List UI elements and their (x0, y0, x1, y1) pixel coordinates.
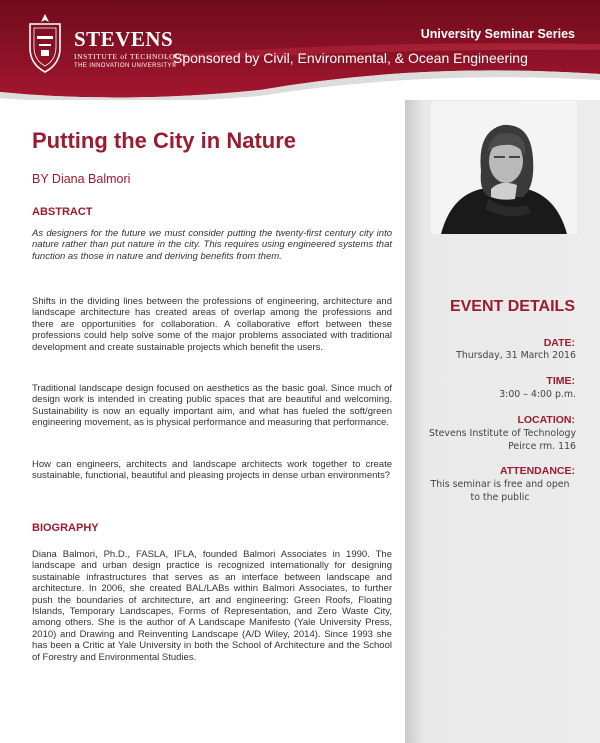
sponsor-line: Sponsored by Civil, Environmental, & Ocean Engineering (173, 50, 528, 66)
biography-heading: BIOGRAPHY (32, 522, 99, 534)
header-banner (0, 0, 600, 100)
time-label: TIME: (546, 375, 575, 387)
seminar-series-label: University Seminar Series (420, 27, 575, 41)
attendance-label: ATTENDANCE: (499, 465, 575, 477)
location-label: LOCATION: (517, 414, 575, 426)
location-line-2: Peirce rm. 116 (508, 441, 576, 452)
speaker-photo (431, 101, 577, 234)
stevens-logo (22, 14, 188, 76)
logo-subline-institute: INSTITUTE of TECHNOLOGY (74, 52, 188, 61)
date-value: Thursday, 31 March 2016 (456, 350, 576, 361)
author-byline: BY Diana Balmori (32, 172, 131, 186)
attendance-line-2: to the public (470, 492, 530, 503)
page-title: Putting the City in Nature (32, 128, 296, 153)
biography-paragraph: Diana Balmori, Ph.D., FASLA, IFLA, founded Balmori Associates in 1990. The landscape and urban design practice is recognized internationally for designing sustainable infrastructures that serves as an interface between landscape and architecture. In 2006, she created BAL/LABs within Balmori Associates, to further push the boundaries of architecture, art and engineering: Green Roofs, Floating Islands, Temporary Landscapes, Forms of Representation, and Zero Waste City, among others. She is the author of A Landscape Manifesto (Yale University Press, 2010) and Drawing and Reinventing Landscape (A/D Wiley, 2014). Since 1993 she has been a Critic at Yale University in both the School of Architecture and the School of Forestry and Environmental Studies. (32, 549, 392, 663)
abstract-paragraph-1: As designers for the future we must consider putting the twenty-first century city into nature rather than put nature in the city. This requires using engineered systems that function as those in nature and deriving benefits from them. (32, 228, 392, 262)
abstract-paragraph-4: How can engineers, architects and landscape architects work together to create sustainable, functional, beautiful and pleasing projects in dense urban environments? (32, 459, 392, 482)
attendance-line-1: This seminar is free and open (430, 479, 570, 490)
abstract-paragraph-2: Shifts in the dividing lines between the professions of engineering, architecture and landscape architecture has created areas of overlap among the professions and there are opportunities for collaboration. A collaborative effort between these professions could help solve some of the major problems associated with traditional development and create sustainable projects which benefit the users. (32, 296, 392, 353)
date-label: DATE: (543, 337, 575, 349)
logo-subline-tagline: THE INNOVATION UNIVERSITY® (74, 63, 177, 69)
time-value: 3:00 – 4:00 p.m. (499, 389, 576, 400)
abstract-paragraph-3: Traditional landscape design focused on aesthetics as the basic goal. Since much of design work is intended in creating public spaces that are beautiful and welcoming. Sustainability is now an equally important aim, and what has fueled the soft/green engineering movement, as is physical performance and measuring that performance. (32, 383, 392, 429)
abstract-heading: ABSTRACT (32, 206, 93, 218)
location-line-1: Stevens Institute of Technology (429, 428, 576, 439)
shield-icon (22, 14, 70, 76)
logo-name: STEVENS (74, 27, 174, 51)
event-details-heading: EVENT DETAILS (449, 298, 575, 315)
speaker-portrait-image (431, 101, 577, 234)
